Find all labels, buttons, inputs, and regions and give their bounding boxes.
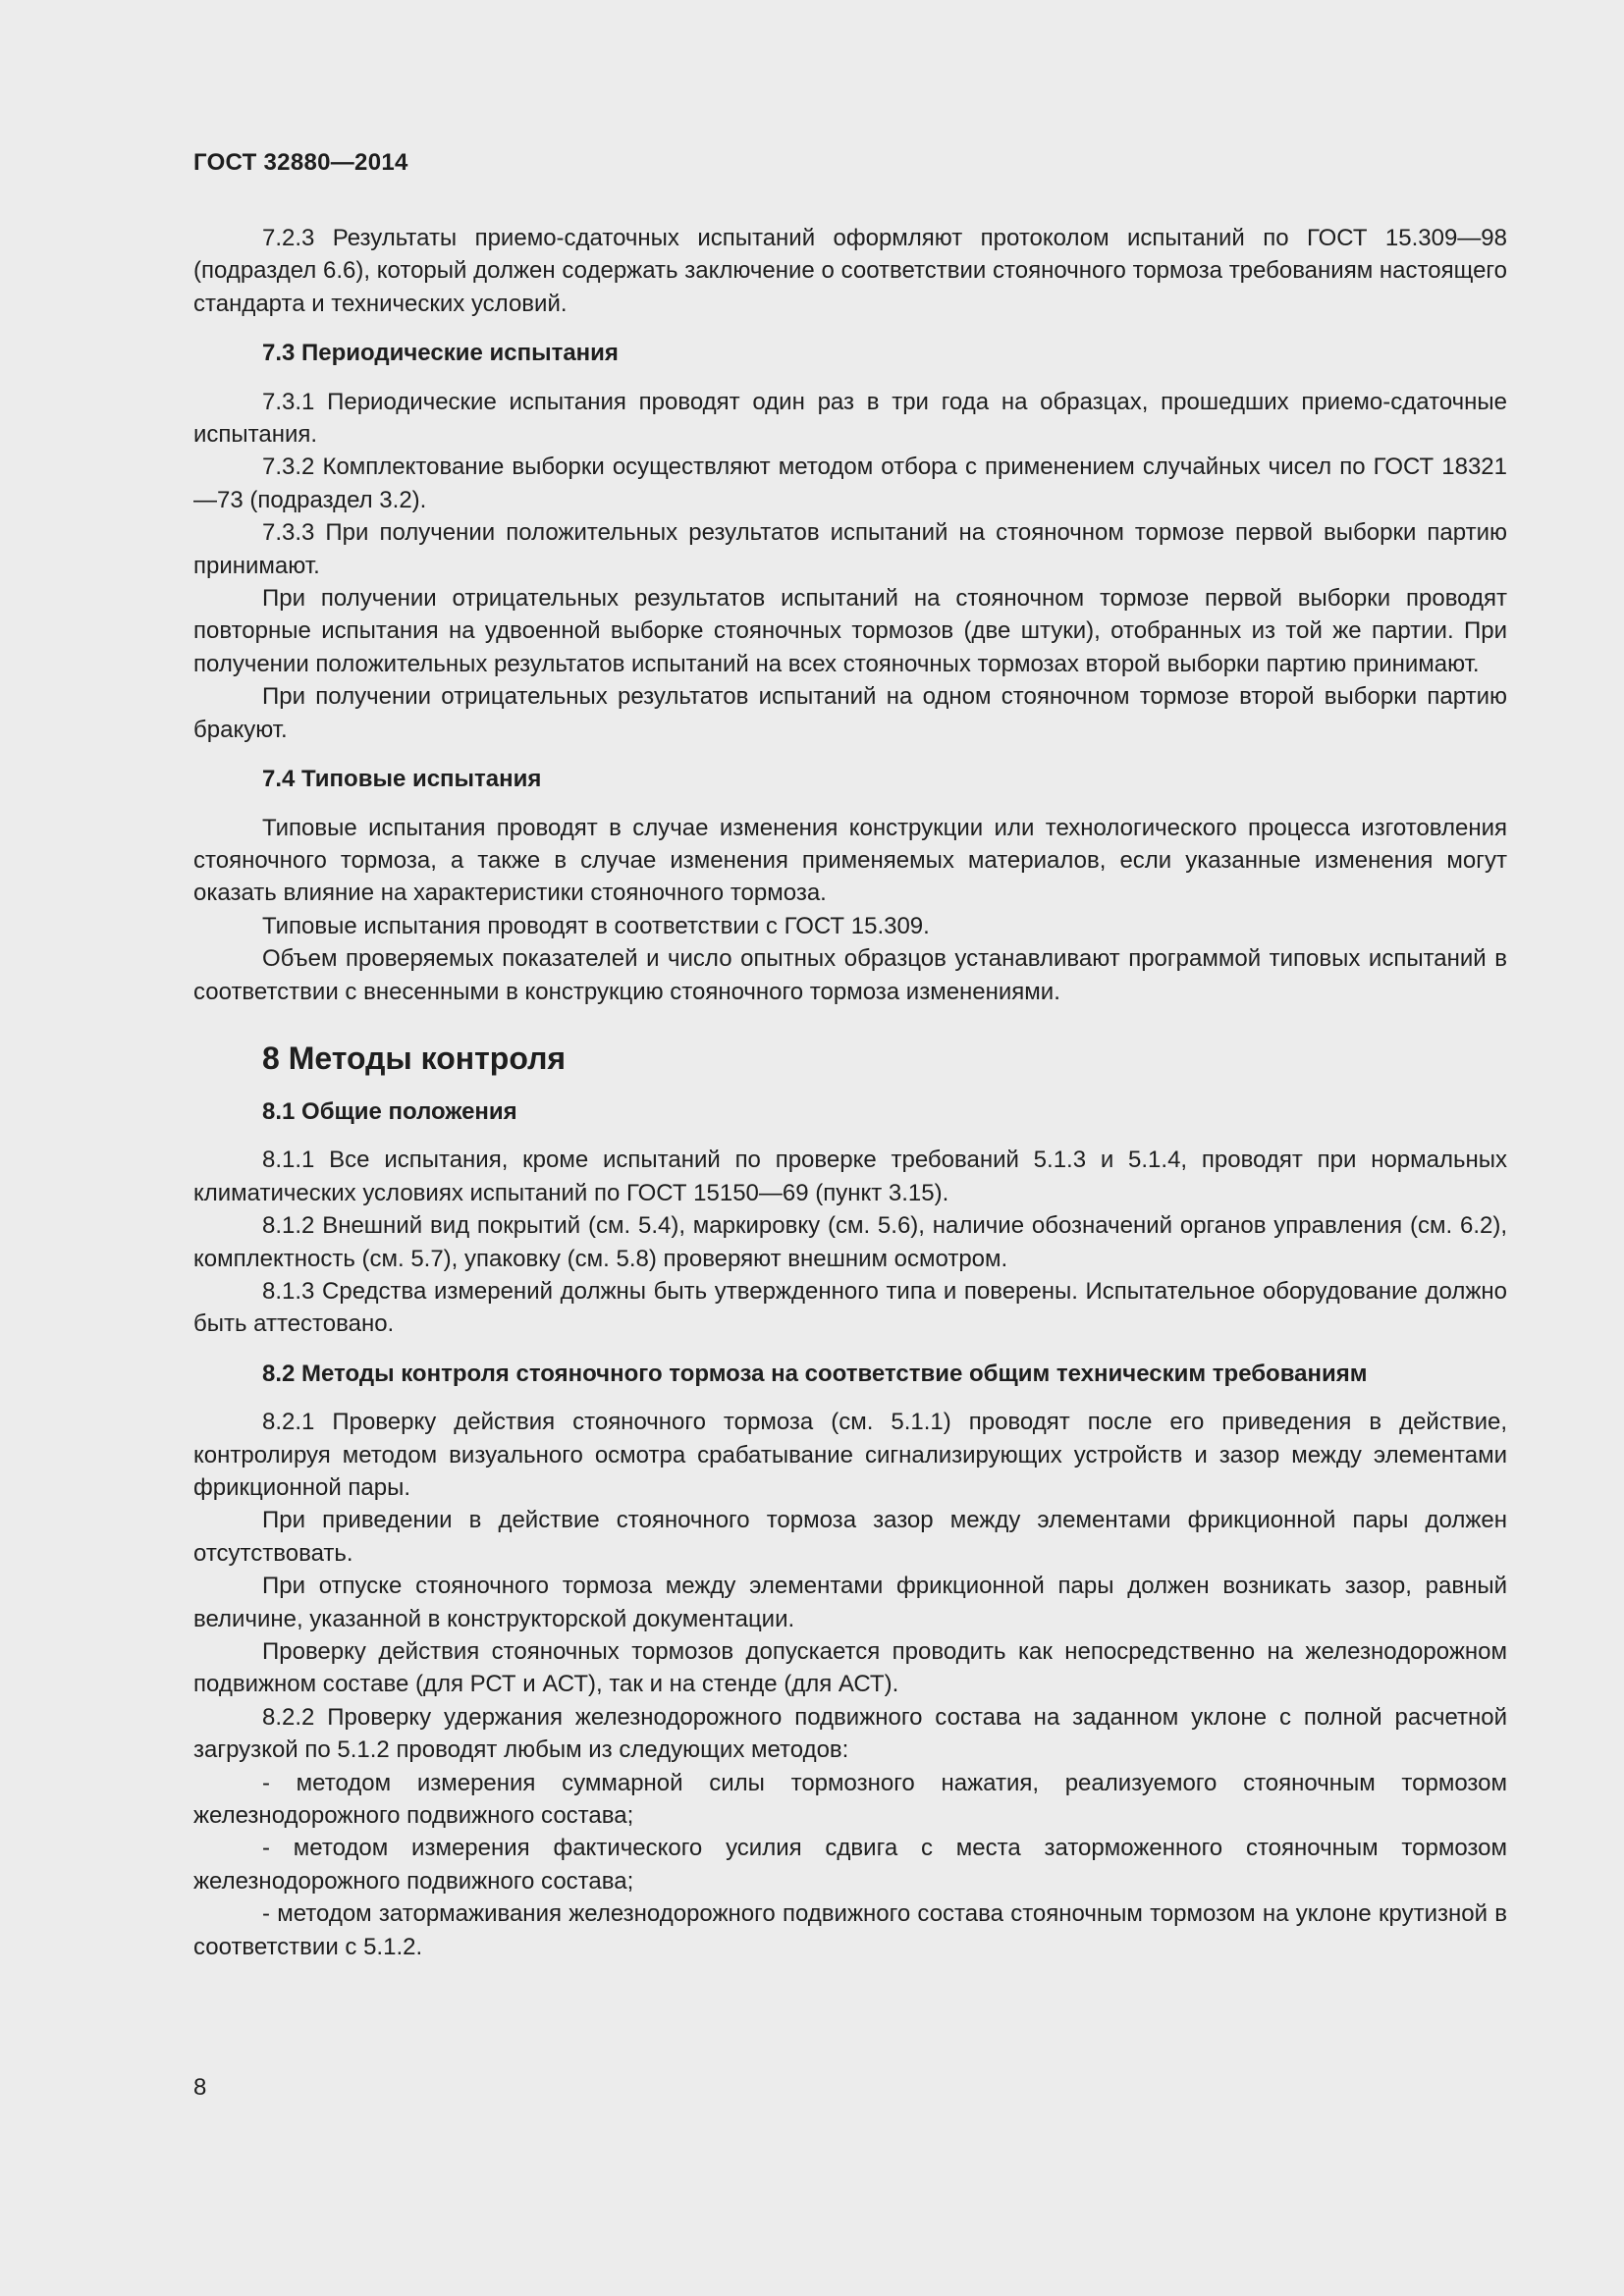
- paragraph-7-3-1: 7.3.1 Периодические испытания проводят один раз в три года на образцах, прошедших приемо-сдаточные испытания.: [193, 388, 1507, 449]
- paragraph-7-4-b: Типовые испытания проводят в соответствии с ГОСТ 15.309.: [262, 912, 930, 939]
- paragraph-7-3-3a: При получении отрицательных результатов испытаний на стояночном тормозе первой выборки проводят повторные испытания на удвоенной выборке стояночных тормозов (две штуки), отобранных из той же партии. При получении положительных результатов испытаний на всех стояночных тормозах второй выборки партию принимают.: [193, 585, 1507, 677]
- list-item-method-3: - методом затормаживания железнодорожного подвижного состава стояночным тормозом на уклоне крутизной в соответствии с 5.1.2.: [193, 1900, 1507, 1960]
- paragraph-8-2-2: 8.2.2 Проверку удержания железнодорожного подвижного состава на заданном уклоне с полной расчетной загрузкой по 5.1.2 проводят любым из следующих методов:: [193, 1703, 1507, 1764]
- paragraph-7-4-c: Объем проверяемых показателей и число опытных образцов устанавливают программой типовых испытаний в соответствии с внесенными в конструкцию стояночного тормоза изменениями.: [193, 945, 1507, 1005]
- paragraph-8-2-1b: При отпуске стояночного тормоза между элементами фрикционной пары должен возникать зазор, равный величине, указанной в конструкторской документации.: [193, 1573, 1507, 1632]
- paragraph-8-1-2: 8.1.2 Внешний вид покрытий (см. 5.4), маркировку (см. 5.6), наличие обозначений органов управления (см. 6.2), комплектность (см. 5.7), упаковку (см. 5.8) проверяют внешним осмотром.: [193, 1212, 1507, 1272]
- paragraph-8-2-1c: Проверку действия стояночных тормозов допускается проводить как непосредственно на железнодорожном подвижном составе (для РСТ и АСТ), так и на стенде (для АСТ).: [193, 1638, 1507, 1698]
- paragraph-8-1-3: 8.1.3 Средства измерений должны быть утвержденного типа и поверены. Испытательное оборудование должно быть аттестовано.: [193, 1277, 1507, 1338]
- list-item-method-1: - методом измерения суммарной силы тормозного нажатия, реализуемого стояночным тормозом железнодорожного подвижного состава;: [193, 1769, 1507, 1830]
- paragraph-8-2-1: 8.2.1 Проверку действия стояночного тормоза (см. 5.1.1) проводят после его приведения в действие, контролируя методом визуального осмотра срабатывание сигнализирующих устройств и зазор между элементами фрикционной пары.: [193, 1409, 1507, 1501]
- list-item-method-2: - методом измерения фактического усилия сдвига с места заторможенного стояночным тормозом железнодорожного подвижного состава;: [193, 1835, 1507, 1895]
- section-8-1-title: 8.1 Общие положения: [262, 1097, 517, 1125]
- section-7-4-title: 7.4 Типовые испытания: [262, 766, 542, 793]
- paragraph-7-2-3: 7.2.3 Результаты приемо-сдаточных испытаний оформляют протоколом испытаний по ГОСТ 15.309—98 (подраздел 6.6), который должен содержать заключение о соответствии стояночного тормоза требованиям настоящего стандарта и технических условий.: [193, 225, 1507, 317]
- paragraph-7-3-2: 7.3.2 Комплектование выборки осуществляют методом отбора с применением случайных чисел по ГОСТ 18321—73 (подраздел 3.2).: [193, 454, 1507, 513]
- paragraph-7-3-3: 7.3.3 При получении положительных результатов испытаний на стояночном тормозе первой выборки партию принимают.: [193, 519, 1507, 579]
- section-7-3-title: 7.3 Периодические испытания: [262, 340, 619, 367]
- section-8-2-title: 8.2 Методы контроля стояночного тормоза на соответствие общим техническим требованиям: [262, 1360, 1368, 1387]
- document-header: ГОСТ 32880—2014: [193, 149, 408, 176]
- paragraph-7-3-3b: При получении отрицательных результатов испытаний на одном стояночном тормозе второй выборки партию бракуют.: [193, 683, 1507, 743]
- paragraph-8-1-1: 8.1.1 Все испытания, кроме испытаний по проверке требований 5.1.3 и 5.1.4, проводят при нормальных климатических условиях испытаний по ГОСТ 15150—69 (пункт 3.15).: [193, 1147, 1507, 1206]
- section-8-title: 8 Методы контроля: [262, 1040, 567, 1076]
- paragraph-8-2-1a: При приведении в действие стояночного тормоза зазор между элементами фрикционной пары должен отсутствовать.: [193, 1507, 1507, 1567]
- document-body: [193, 222, 1507, 1963]
- page-number: 8: [193, 2074, 207, 2101]
- paragraph-7-4-a: Типовые испытания проводят в случае изменения конструкции или технологического процесса изготовления стояночного тормоза, а также в случае изменения применяемых материалов, если указанные изменения могут оказать влияние на характеристики стояночного тормоза.: [193, 814, 1507, 907]
